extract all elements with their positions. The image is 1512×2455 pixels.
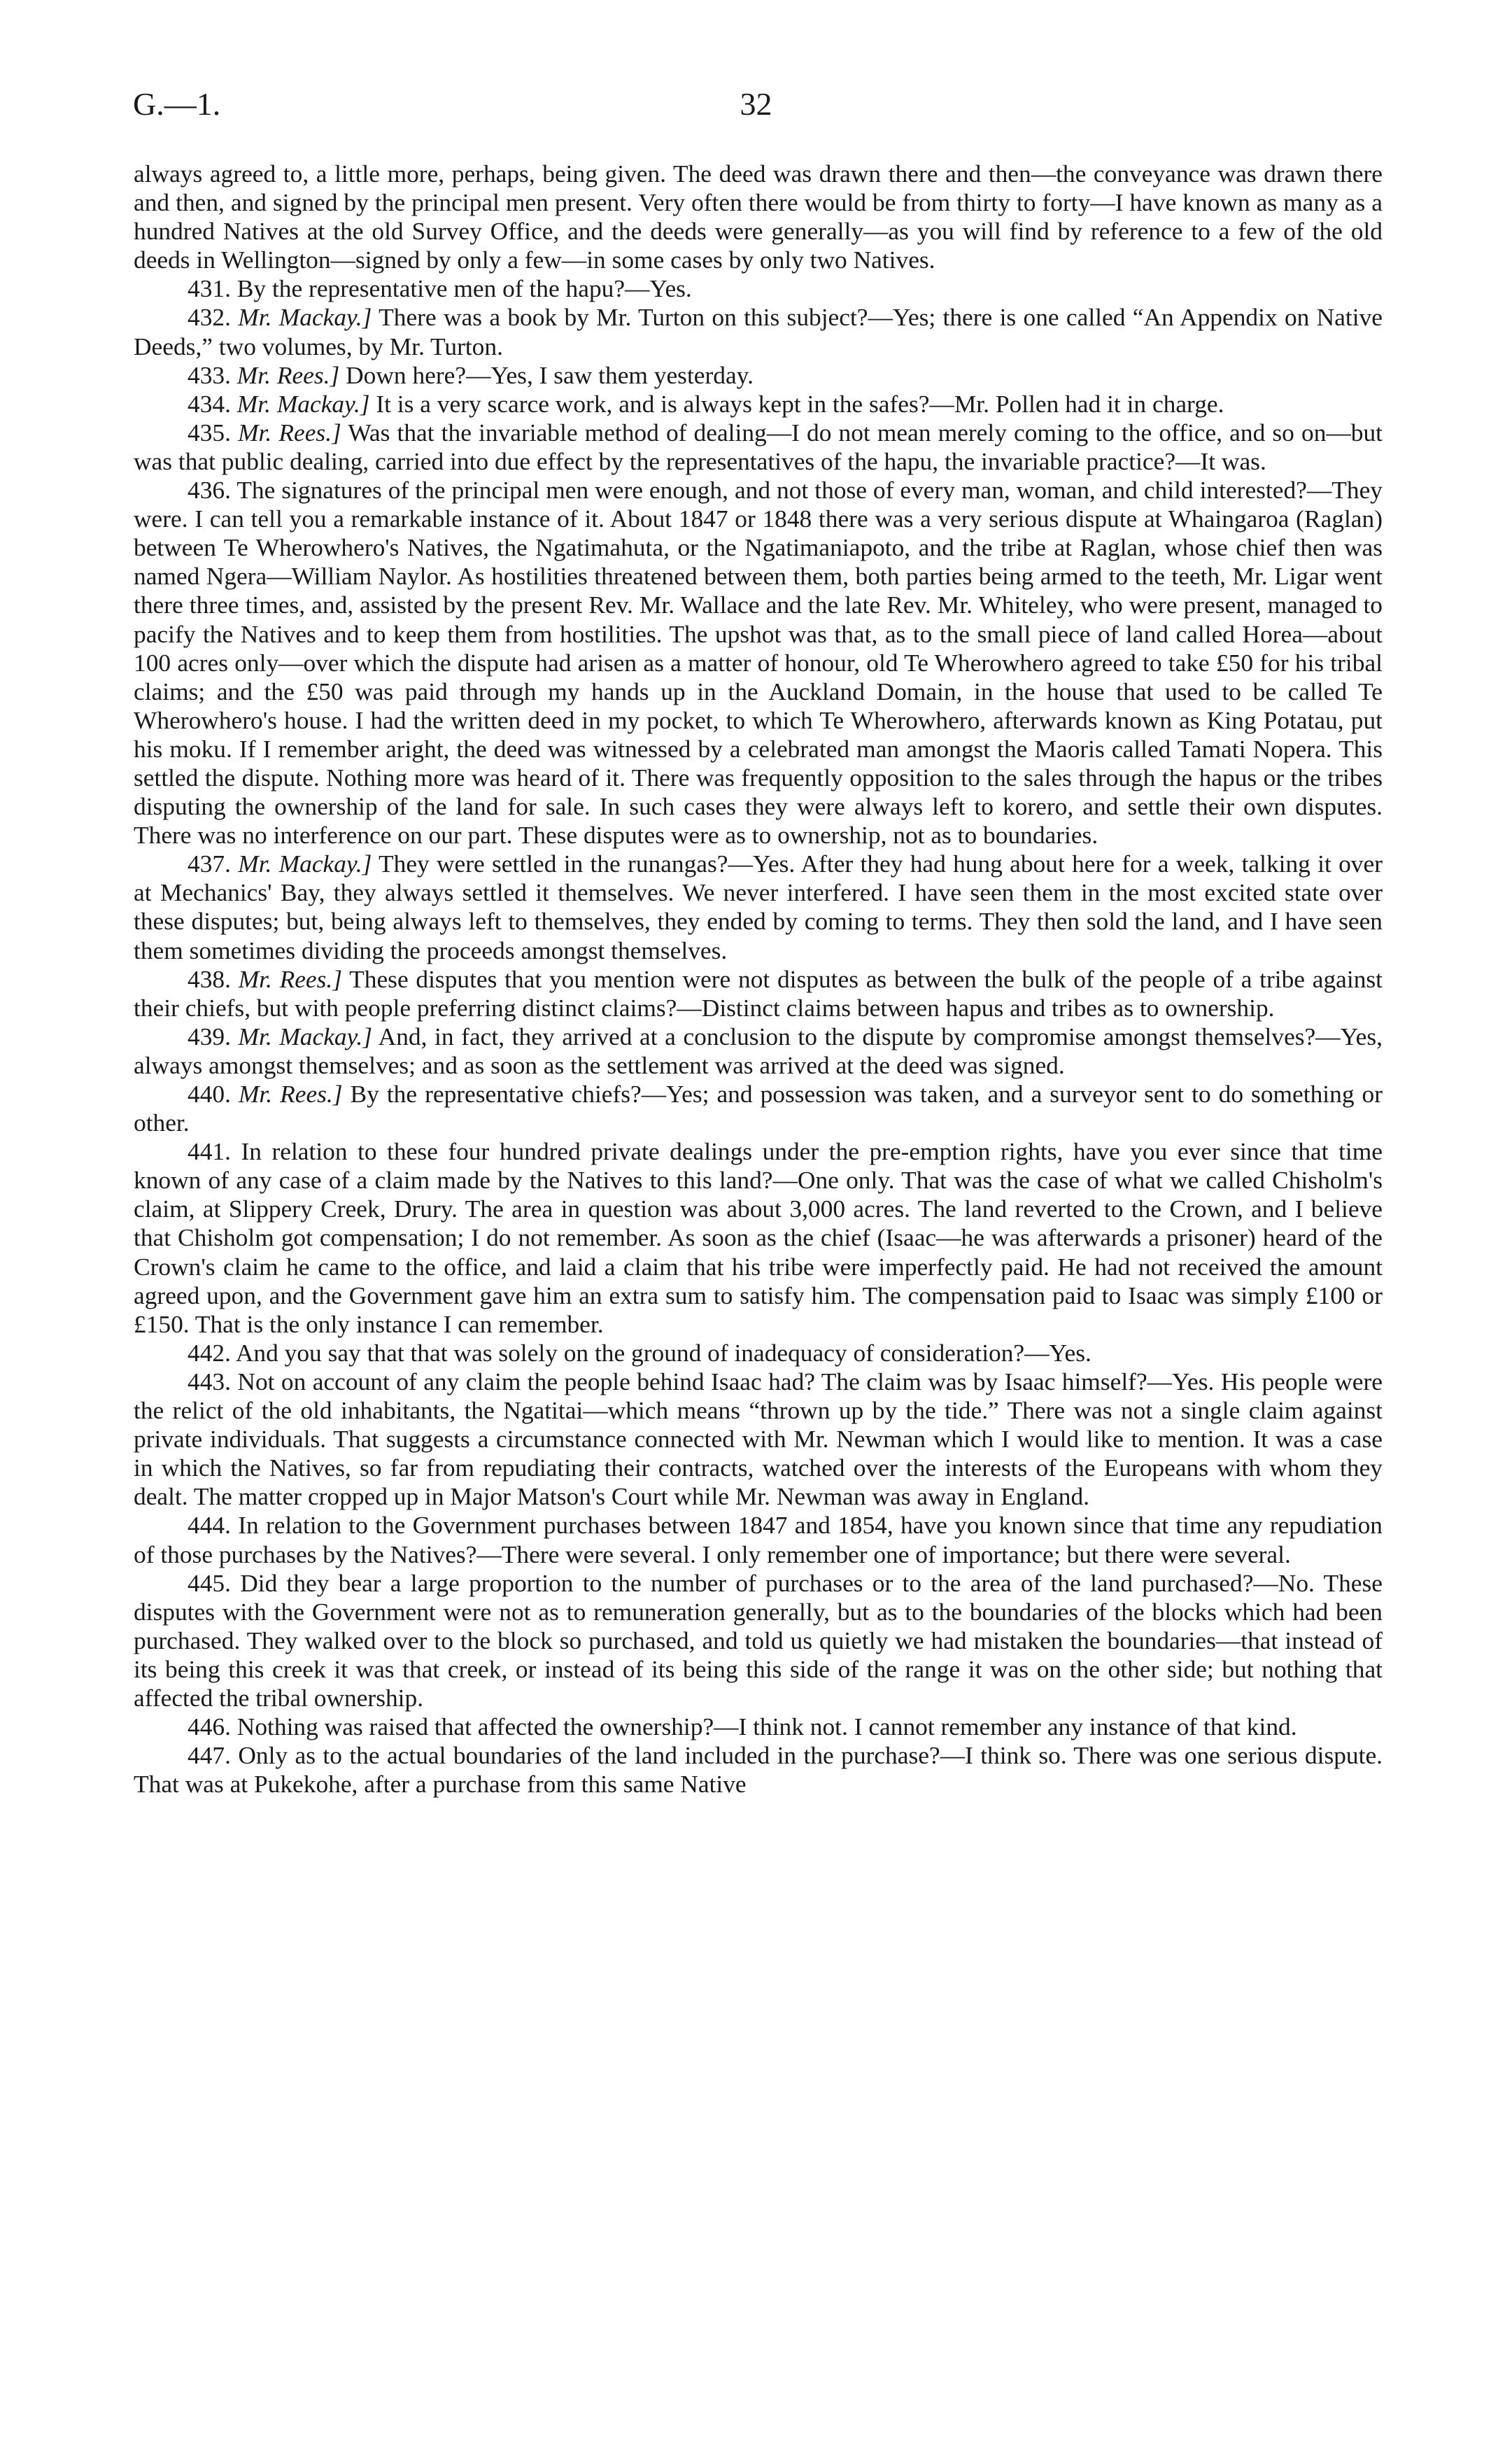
- speaker: Mr. Rees.]: [238, 418, 341, 446]
- speaker: Mr. Rees.]: [238, 964, 343, 993]
- speaker: Mr. Mackay.]: [236, 389, 370, 418]
- paragraph: [134, 418, 1383, 476]
- paragraph: [134, 1712, 1383, 1741]
- paragraph: [134, 390, 1383, 418]
- question-text: Did they bear a large proportion to the number of purchases or to the area of the land purchased?—No. These disputes with the Government were not as to remuneration generally, but as to the boundaries of the blocks which had been purchased. They walked over to the block so purchased, and told us quietly we had mistaken the boundaries—that instead of its being this creek it was that creek, or instead of its being this side of the range it was on the other side; but nothing that affected the tribal ownership.: [134, 1568, 1383, 1712]
- testimony-paragraphs: [134, 274, 1383, 1799]
- question-number: 441.: [188, 1137, 231, 1166]
- question-text: It is a very scarce work, and is always kept in the safes?—Mr. Pollen had it in charge.: [376, 389, 1224, 418]
- question-text: And, in fact, they arrived at a conclusion to the dispute by compromise amongst themselves?—Yes, always amongst themselves; and as soon as the settlement was arrived at the deed was signed.: [134, 1022, 1383, 1079]
- paragraph: [134, 476, 1383, 850]
- paragraph: [134, 850, 1383, 964]
- question-text: There was a book by Mr. Turton on this subject?—Yes; there is one called “An Appendix on Native Deeds,” two volumes, by Mr. Turton.: [134, 303, 1383, 360]
- question-number: 437.: [188, 850, 231, 878]
- paragraph: [134, 1137, 1383, 1339]
- question-text: In relation to the Government purchases between 1847 and 1854, have you known since that time any repudiation of those purchases by the Natives?—There were several. I only remember one of importance; but there were several.: [134, 1511, 1383, 1568]
- question-number: 445.: [188, 1568, 231, 1597]
- question-number: 431.: [188, 274, 231, 303]
- question-number: 439.: [188, 1022, 231, 1050]
- speaker: Mr. Mackay.]: [238, 303, 372, 332]
- paragraph: [134, 1741, 1383, 1799]
- question-number: 442.: [188, 1338, 231, 1367]
- question-number: 434.: [188, 389, 231, 418]
- question-number: 444.: [188, 1511, 231, 1540]
- question-text: By the representative chiefs?—Yes; and possession was taken, and a surveyor sent to do something or other.: [134, 1080, 1383, 1137]
- question-number: 435.: [188, 418, 231, 446]
- question-number: 436.: [188, 476, 231, 505]
- question-text: By the representative men of the hapu?—Yes.: [236, 274, 692, 303]
- question-number: 433.: [188, 360, 231, 389]
- paragraph: [134, 274, 1383, 303]
- question-text: In relation to these four hundred private dealings under the pre-emption rights, have you ever since that time known of any case of a claim made by the Natives to this land?—One only. That was the case of what we called Chisholm's claim, at Slippery Creek, Drury. The area in question was about 3,000 acres. The land reverted to the Crown, and I believe that Chisholm got compensation; I do not remember. As soon as the chief (Isaac—he was afterwards a prisoner) heard of the Crown's claim he came to the office, and laid a claim that his tribe were imperfectly paid. He had not received the amount agreed upon, and the Government gave him an extra sum to satisfy him. The compensation paid to Isaac was simply £100 or £150. That is the only instance I can remember.: [134, 1137, 1383, 1338]
- question-text: And you say that that was solely on the ground of inadequacy of consideration?—Yes.: [235, 1338, 1091, 1367]
- page-number: 32: [740, 86, 772, 122]
- speaker: Mr. Mackay.]: [238, 850, 372, 878]
- paragraph: [134, 1339, 1383, 1367]
- paragraph: [134, 361, 1383, 390]
- speaker: Mr. Rees.]: [238, 1080, 343, 1108]
- paragraph: [134, 1022, 1383, 1080]
- question-text: Nothing was raised that affected the ownership?—I think not. I cannot remember any instance of that kind.: [236, 1712, 1297, 1741]
- body-text: [134, 160, 1383, 1799]
- paragraph: [134, 1511, 1383, 1568]
- question-number: 447.: [188, 1741, 231, 1770]
- paragraph: [134, 1367, 1383, 1511]
- question-number: 432.: [188, 303, 231, 332]
- opening-paragraph: always agreed to, a little more, perhaps, being given. The deed was drawn there and then—the conveyance was drawn there and then, and signed by the principal men present. Very often there would be from thirty to forty—I have known as many as a hundred Natives at the old Survey Office, and the deeds were generally—as you will find by reference to a few of the old deeds in Wellington—signed by only a few—in some cases by only two Natives.: [134, 160, 1383, 274]
- question-number: 438.: [188, 964, 231, 993]
- question-number: 443.: [188, 1367, 231, 1395]
- question-text: Was that the invariable method of dealing—I do not mean merely coming to the office, and so on—but was that public dealing, carried into due effect by the representatives of the hapu, the invariable practice?—It was.: [134, 418, 1383, 475]
- question-text: Down here?—Yes, I saw them yesterday.: [346, 360, 754, 389]
- paragraph: [134, 965, 1383, 1022]
- page-header: [133, 85, 1379, 127]
- speaker: Mr. Rees.]: [236, 360, 340, 389]
- question-text: They were settled in the runangas?—Yes. After they had hung about here for a week, talking it over at Mechanics' Bay, they always settled it themselves. We never interfered. I have seen them in the most excited state over these disputes; but, being always left to themselves, they ended by coming to terms. They then sold the land, and I have seen them sometimes dividing the proceeds amongst themselves.: [134, 850, 1383, 964]
- question-text: The signatures of the principal men were enough, and not those of every man, woman, and child interested?—They were. I can tell you a remarkable instance of it. About 1847 or 1848 there was a very serious dispute at Whaingaroa (Raglan) between Te Wherowhero's Natives, the Ngatimahuta, or the Ngatimaniapoto, and the tribe at Raglan, whose chief then was named Ngera—William Naylor. As hostilities threatened between them, both parties being armed to the teeth, Mr. Ligar went there three times, and, assisted by the present Rev. Mr. Wallace and the late Rev. Mr. Whiteley, who were present, managed to pacify the Natives and to keep them from hostilities. The upshot was that, as to the small piece of land called Horea—about 100 acres only—over which the dispute had arisen as a matter of honour, old Te Wherowhero agreed to take £50 for his tribal claims; and the £50 was paid through my hands up in the Auckland Domain, in the house that used to be called Te Wherowhero's house. I had the written deed in my pocket, to which Te Wherowhero, afterwards known as King Potatau, put his moku. If I remember aright, the deed was witnessed by a celebrated man amongst the Maoris called Tamati Nopera. This settled the dispute. Nothing more was heard of it. There was frequently opposition to the sales through the hapus or the tribes disputing the ownership of the land for sale. In such cases they were always left to korero, and settle their own disputes. There was no interference on our part. These disputes were as to ownership, not as to boundaries.: [134, 476, 1383, 850]
- question-number: 446.: [188, 1712, 231, 1741]
- paragraph: [134, 303, 1383, 360]
- question-text: Not on account of any claim the people behind Isaac had? The claim was by Isaac himself?—Yes. His people were the relict of the old inhabitants, the Ngatitai—which means “thrown up by the tide.” There was not a single claim against private individuals. That suggests a circumstance connected with Mr. Newman which I would like to mention. It was a case in which the Natives, so far from repudiating their contracts, watched over the interests of the Europeans with whom they dealt. The matter cropped up in Major Matson's Court while Mr. Newman was away in England.: [134, 1367, 1383, 1511]
- paragraph: [134, 1569, 1383, 1712]
- question-number: 440.: [188, 1080, 231, 1108]
- paragraph: [134, 1080, 1383, 1137]
- document-reference: G.—1.: [133, 86, 221, 122]
- question-text: Only as to the actual boundaries of the land included in the purchase?—I think so. There was one serious dispute. That was at Pukekohe, after a purchase from this same Native: [134, 1741, 1383, 1799]
- speaker: Mr. Mackay.]: [238, 1022, 372, 1050]
- question-text: These disputes that you mention were not disputes as between the bulk of the people of a tribe against their chiefs, but with people preferring distinct claims?—Distinct claims between hapus and tribes as to ownership.: [134, 964, 1383, 1022]
